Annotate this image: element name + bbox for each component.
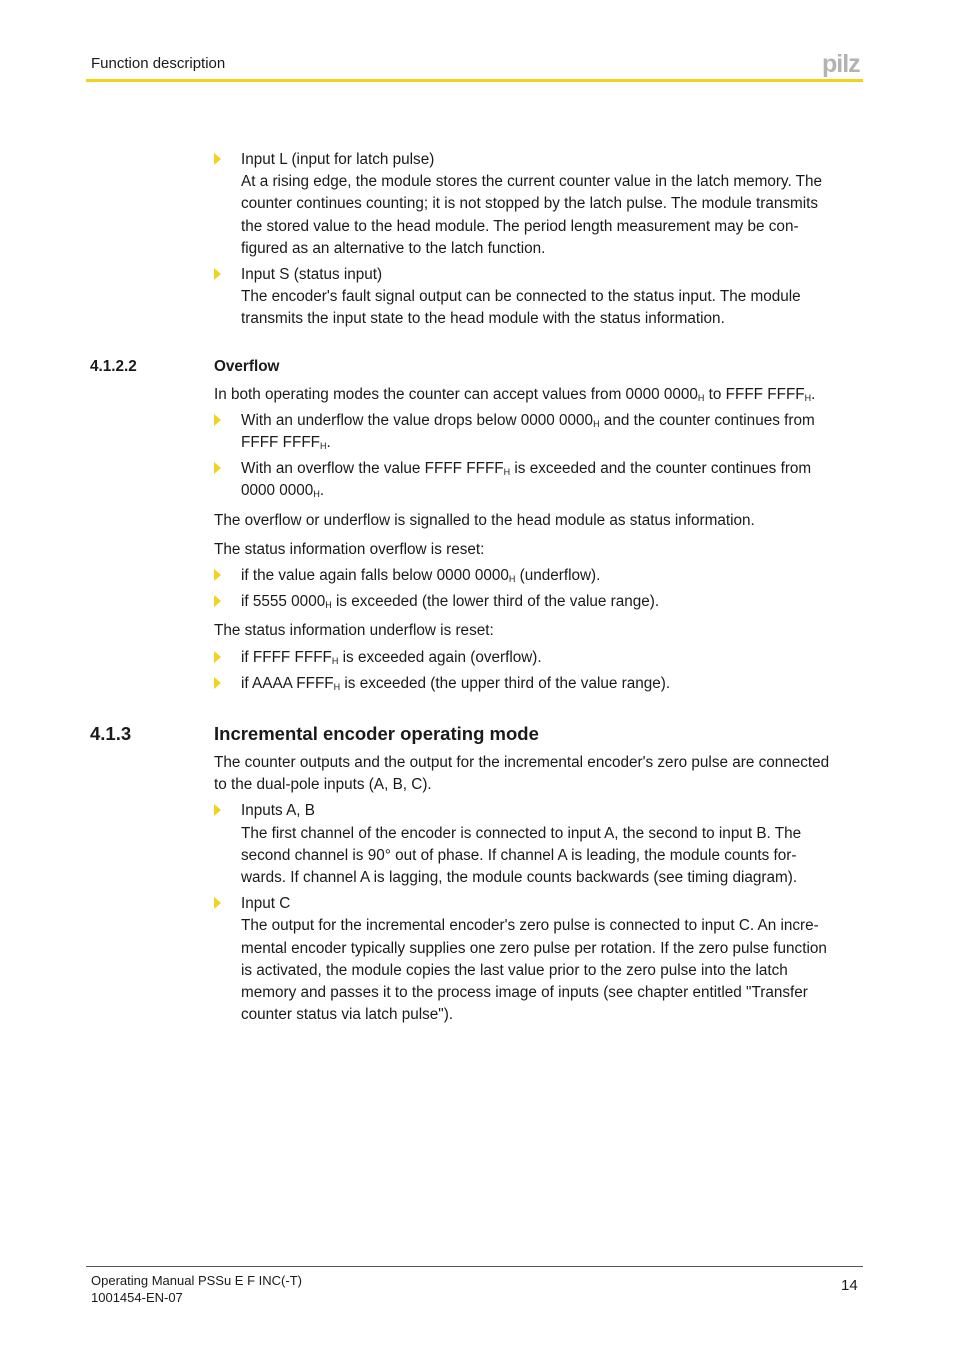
bullet-underflow-reset-1 bbox=[214, 647, 864, 669]
bullet-arrow-icon bbox=[214, 414, 221, 426]
bullet-arrow-icon bbox=[214, 153, 221, 165]
bullet-underflow bbox=[214, 410, 864, 454]
text-line: transmits the input state to the head module with the status information. bbox=[241, 310, 725, 328]
bullet-title: Inputs A, B bbox=[241, 802, 315, 820]
text-line: mental encoder typically supplies one zero pulse per rotation. If the zero pulse function bbox=[241, 939, 827, 957]
text-line: if 5555 $0000_H$ is exceeded (the lower third of the value range). bbox=[241, 593, 660, 611]
footer-rule bbox=[86, 1266, 863, 1267]
text-line: memory and passes it to the process image of inputs (see chapter entitled "Transfer bbox=[241, 984, 808, 1002]
bullet-input-c bbox=[214, 893, 864, 1026]
bullet-arrow-icon bbox=[214, 651, 221, 663]
header-rule bbox=[86, 79, 863, 82]
text-line: to the dual-pole inputs (A, B, C). bbox=[214, 776, 432, 794]
bullet-arrow-icon bbox=[214, 595, 221, 607]
bullet-arrow-icon bbox=[214, 804, 221, 816]
section-number: 4.1.3 bbox=[90, 723, 132, 745]
bullet-title: Input C bbox=[241, 895, 291, 913]
bullet-title: Input S (status input) bbox=[241, 266, 383, 284]
overflow-signalled: The overflow or underflow is signalled to the head module as status information. bbox=[214, 511, 755, 529]
text-line: The output for the incremental encoder's zero pulse is connected to input C. An incre- bbox=[241, 917, 819, 935]
text-line: counter continues counting; it is not stopped by the latch pulse. The module transmits bbox=[241, 195, 819, 213]
text-line: second channel is 90° out of phase. If channel A is leading, the module counts for- bbox=[241, 846, 797, 864]
text-line: At a rising edge, the module stores the current counter value in the latch memory. The bbox=[241, 173, 823, 191]
section-number: 4.1.2.2 bbox=[90, 357, 137, 375]
overflow-reset-heading: The status information overflow is reset: bbox=[214, 540, 485, 558]
page-content bbox=[90, 149, 864, 1027]
overflow-intro: In both operating modes the counter can accept values from 0000 $0000_H$ to FFFF $FFFF_H$. bbox=[214, 385, 816, 403]
text-line: is activated, the module copies the last value prior to the zero pulse into the latch bbox=[241, 961, 788, 979]
footer-doc-number: 1001454-EN-07 bbox=[91, 1290, 183, 1305]
underflow-reset-heading: The status information underflow is reset: bbox=[214, 622, 494, 640]
bullet-arrow-icon bbox=[214, 569, 221, 581]
text-line: if the value again falls below 0000 $0000_H$ (underflow). bbox=[241, 567, 601, 585]
text-line: 0000 $0000_H$. bbox=[241, 482, 325, 500]
text-line: FFFF $FFFF_H$. bbox=[241, 434, 331, 452]
bullet-input-s bbox=[214, 264, 864, 331]
section-heading-incremental bbox=[90, 722, 864, 746]
footer-manual-title: Operating Manual PSSu E F INC(-T) bbox=[91, 1273, 302, 1288]
text-line: The encoder's fault signal output can be connected to the status input. The module bbox=[241, 288, 801, 306]
text-line: wards. If channel A is lagging, the module counts backwards (see timing diagram). bbox=[241, 869, 798, 887]
bullet-arrow-icon bbox=[214, 268, 221, 280]
bullet-overflow-reset-2 bbox=[214, 591, 864, 613]
header-title: Function description bbox=[91, 55, 226, 72]
bullet-inputs-a-b bbox=[214, 800, 864, 889]
bullet-arrow-icon bbox=[214, 897, 221, 909]
bullet-underflow-reset-2 bbox=[214, 673, 864, 695]
text-line: With an overflow the value FFFF $FFFF_H$ is exceeded and the counter continues from bbox=[241, 460, 812, 478]
section-heading-overflow bbox=[90, 357, 864, 377]
bullet-overflow-reset-1 bbox=[214, 565, 864, 587]
section-title: Overflow bbox=[214, 357, 280, 375]
text-line: if AAAA $FFFF_H$ is exceeded (the upper third of the value range). bbox=[241, 674, 671, 692]
bullet-arrow-icon bbox=[214, 462, 221, 474]
bullet-input-l bbox=[214, 149, 864, 260]
bullet-arrow-icon bbox=[214, 677, 221, 689]
bullet-title: Input L (input for latch pulse) bbox=[241, 151, 435, 168]
section-title: Incremental encoder operating mode bbox=[214, 723, 539, 745]
text-line: The counter outputs and the output for the incremental encoder's zero pulse are connected bbox=[214, 754, 830, 772]
pilz-logo: pilz bbox=[822, 50, 860, 78]
text-line: figured as an alternative to the latch function. bbox=[241, 239, 546, 257]
page-number: 14 bbox=[841, 1277, 858, 1294]
text-line: The first channel of the encoder is connected to input A, the second to input B. The bbox=[241, 824, 802, 842]
bullet-overflow bbox=[214, 458, 864, 502]
text-line: counter status via latch pulse"). bbox=[241, 1006, 454, 1024]
text-line: the stored value to the head module. The period length measurement may be con- bbox=[241, 217, 799, 235]
text-line: With an underflow the value drops below 0000 $0000_H$ and the counter continues from bbox=[241, 411, 815, 429]
text-line: if FFFF $FFFF_H$ is exceeded again (overflow). bbox=[241, 648, 542, 666]
